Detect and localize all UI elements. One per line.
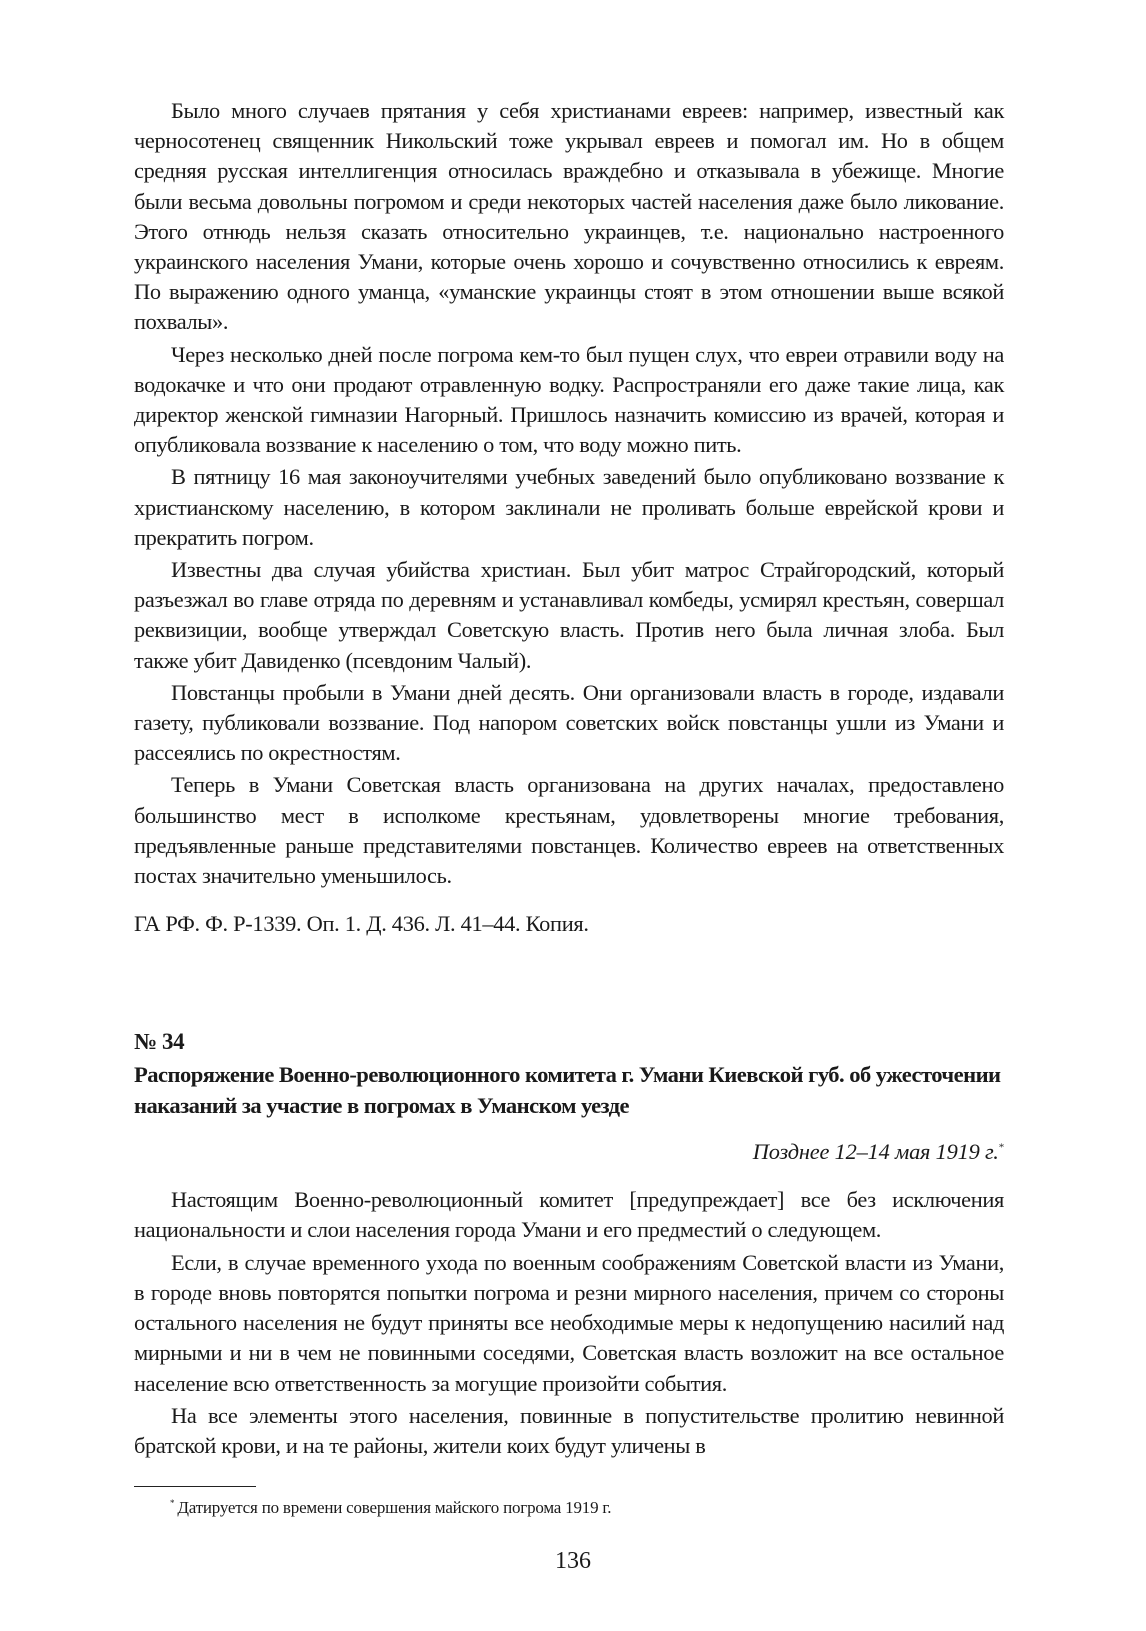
- document-number: № 34: [134, 1029, 185, 1055]
- footnote-text: Датируется по времени совершения майского погрома 1919 г.: [177, 1498, 612, 1517]
- footnote-reference[interactable]: *: [998, 1141, 1004, 1154]
- footnote-divider: [134, 1486, 256, 1487]
- document-date: [134, 1137, 1004, 1167]
- section-previous-document: [134, 96, 1004, 939]
- archive-source-citation: ГА РФ. Ф. Р-1339. Оп. 1. Д. 436. Л. 41–44. Копия.: [134, 911, 589, 937]
- document-body: [134, 1185, 1004, 1461]
- paragraph: Если, в случае временного ухода по военным соображениям Советской власти из Умани, в городе вновь повторятся попытки погрома и резни мирного населения, причем со стороны остального населения не будут приняты все необходимые меры к недопущению насилий над мирными и ни в чем не повинными соседями, Советская власть возложит на все остальное население всю ответственность за могущие произойти события.: [134, 1249, 1004, 1396]
- page-number: 136: [555, 1548, 591, 1574]
- footnote-mark: *: [170, 1498, 175, 1509]
- paragraph: Известны два случая убийства христиан. Был убит матрос Страйгородский, который разъезжал во главе отряда по деревням и устанавливал комбеды, усмирял крестьян, совершал реквизиции, вообще утверждал Советскую власть. Против него была личная злоба. Был также убит Давиденко (псевдоним Чалый).: [134, 557, 1004, 673]
- section-document-34: [134, 1027, 1004, 1461]
- paragraph: В пятницу 16 мая законоучителями учебных заведений было опубликовано воззвание к христианскому населению, в котором заклинали не проливать больше еврейской крови и прекратить погром.: [134, 464, 1004, 550]
- paragraph: Было много случаев прятания у себя христианами евреев: например, известный как черносотенец священник Никольский тоже укрывал евреев и помогал им. Но в общем средняя русская интеллигенция относилась враждебно и отказывала в убежище. Многие были весьма довольны погромом и среди некоторых частей населения даже было ликование. Этого отнюдь нельзя сказать относительно украинцев, т.е. национально настроенного украинского населения Умани, которые очень хорошо и сочувственно относились к евреям. По выражению одного уманца, «уманские украинцы стоят в этом отношении выше всякой похвалы».: [134, 98, 1004, 335]
- footnote: [170, 1497, 611, 1519]
- paragraph: На все элементы этого населения, повинные в попустительстве пролитию невинной братской крови, и на те районы, жители коих будут уличены в: [134, 1402, 1004, 1458]
- paragraph: Настоящим Военно-революционный комитет [предупреждает] все без исключения национальности и слои населения города Умани и его предместий о следующем.: [134, 1187, 1004, 1243]
- paragraph: Через несколько дней после погрома кем-то был пущен слух, что евреи отравили воду на водокачке и что они продают отравленную водку. Распространяли его даже такие лица, как директор женской гимназии Нагорный. Пришлось назначить комиссию из врачей, которая и опубликовала воззвание к населению о том, что воду можно пить.: [134, 341, 1004, 458]
- document-title: Распоряжение Военно-революционного комитета г. Умани Киевской губ. об ужесточении наказаний за участие в погромах в Уманском уезде: [134, 1062, 1001, 1119]
- document-page: [134, 96, 1004, 1461]
- paragraph: Теперь в Умани Советская власть организована на других началах, предоставлено большинство мест в исполкоме крестьянам, удовлетворены многие требования, предъявленные раньше представителями повстанцев. Количество евреев на ответственных постах значительно уменьшилось.: [134, 772, 1004, 889]
- date-text: Позднее 12–14 мая 1919 г.: [752, 1139, 999, 1165]
- paragraph: Повстанцы пробыли в Умани дней десять. Они организовали власть в городе, издавали газету, публиковали воззвание. Под напором советских войск повстанцы ушли из Умани и рассеялись по окрестностям.: [134, 679, 1004, 766]
